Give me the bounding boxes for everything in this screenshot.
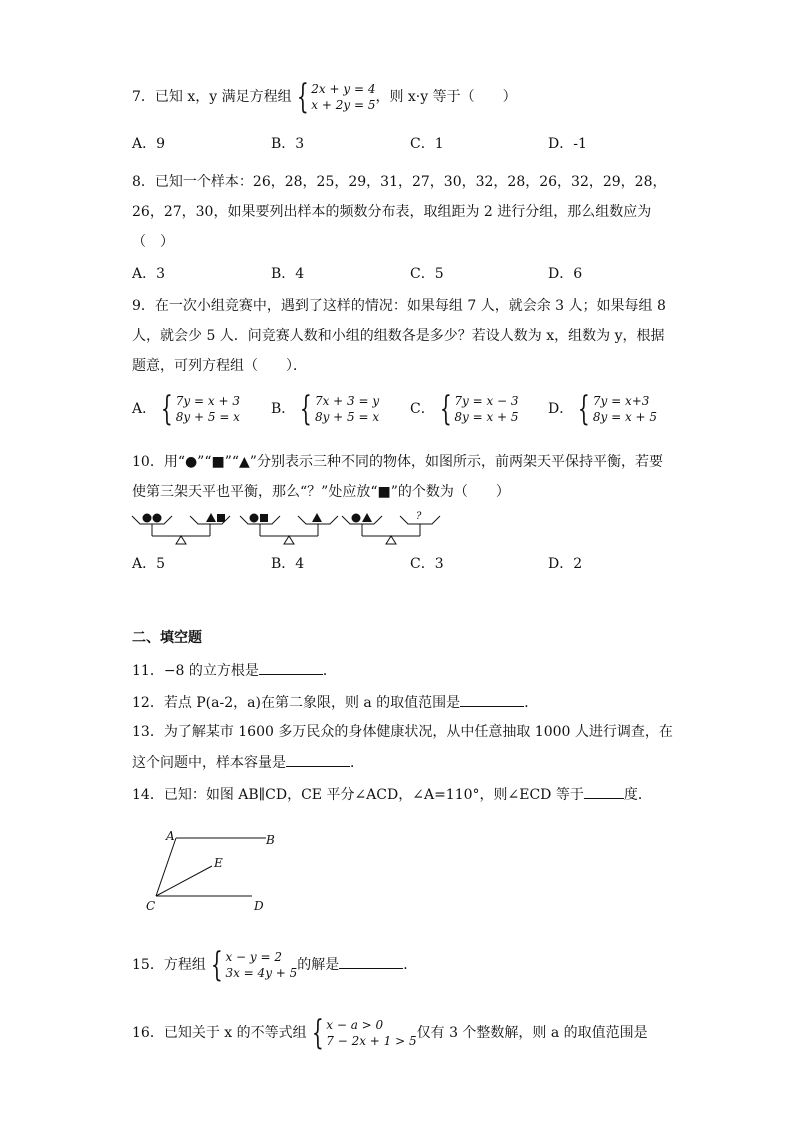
q15-suffix: 的解是	[297, 957, 340, 973]
q7-option-a[interactable]: A．9	[132, 136, 166, 152]
q7	[132, 77, 517, 117]
q10-line2: 使第三架天平也平衡，那么“？”处应放“■”的个数为（ ）	[132, 484, 510, 500]
square-icon	[260, 514, 268, 522]
q9-option-b-label: B．	[271, 401, 296, 417]
q7-eq2: x + 2y = 5	[311, 98, 376, 112]
q13-text: 这个问题中，样本容量是	[132, 755, 286, 771]
q8-option-a[interactable]: A．3	[132, 266, 166, 282]
q9-option-d-eq1: 7y = x+3	[592, 394, 650, 408]
q9-line3: 题意，可列方程组（ ）．	[132, 358, 307, 374]
q9-option-b-eq2: 8y + 5 = x	[314, 410, 380, 424]
q15-eq1: x − y = 2	[225, 950, 283, 964]
balance-3	[342, 511, 440, 544]
label-e: E	[214, 856, 223, 870]
q15	[132, 945, 418, 985]
q14	[132, 784, 652, 805]
q16-suffix: 仅有 3 个整数解，则 a 的取值范围是	[416, 1025, 648, 1041]
balance-figure	[128, 508, 448, 550]
q16-prefix: 16．已知关于 x 的不等式组	[132, 1025, 307, 1041]
q9-option-a-eq1: 7y = x + 3	[175, 394, 240, 408]
q14-answer-blank[interactable]	[584, 784, 624, 799]
section-title: 二、填空题	[132, 630, 202, 646]
q12-text: 12．若点 P(a-2，a)在第二象限，则 a 的取值范围是	[132, 695, 461, 711]
q13-line1: 13．为了解某市 1600 多万民众的身体健康状况，从中任意抽取 1000 人进行调查，在	[132, 724, 673, 740]
q12-answer-blank[interactable]	[460, 692, 524, 707]
q11-end: ．	[322, 663, 337, 679]
q7-suffix: ，则 x·y 等于（ ）	[375, 89, 517, 105]
q10-option-d[interactable]: D．2	[548, 556, 583, 572]
q8-option-c[interactable]: C．5	[410, 266, 444, 282]
question-mark: ?	[416, 511, 422, 522]
q11-text: 11．−8 的立方根是	[132, 663, 259, 679]
q9-option-a-eq2: 8y + 5 = x	[175, 410, 240, 424]
label-d: D	[254, 899, 264, 913]
square-icon	[217, 514, 225, 522]
q15-eq2: 3x = 4y + 5	[225, 966, 298, 980]
q16	[132, 1013, 648, 1053]
q11	[132, 660, 337, 681]
q14-text: 14．已知：如图 AB∥CD，CE 平分∠ACD，∠A=110°，则∠ECD 等于	[132, 787, 584, 803]
label-b: B	[266, 833, 275, 847]
q7-system: { 2x + y = 4 x + 2y = 5	[296, 77, 376, 117]
q12-end: ．	[524, 695, 539, 711]
q13-answer-blank[interactable]	[286, 752, 350, 767]
q9-option-c-label: C．	[410, 401, 435, 417]
balance-2	[240, 513, 338, 544]
q8-line3: （ ）	[132, 234, 174, 250]
q7-option-b[interactable]: B．3	[271, 136, 305, 152]
q9-line1: 9．在一次小组竞赛中，遇到了这样的情况：如果每组 7 人，就会余 3 人；如果每组 8	[132, 298, 666, 314]
q10-option-a[interactable]: A．5	[132, 556, 166, 572]
q9-option-d-eq2: 8y = x + 5	[592, 410, 658, 424]
q15-prefix: 15．方程组	[132, 957, 206, 973]
q8-line2: 26，27，30，如果要列出样本的频数分布表，取组距为 2 进行分组，那么组数应为	[132, 204, 652, 220]
q9-option-a-label: A．	[132, 401, 157, 417]
q7-prefix: 7．已知 x，y 满足方程组	[132, 89, 292, 105]
q15-end: ．	[403, 957, 418, 973]
balance-1	[132, 513, 230, 544]
q9-option-c-eq2: 8y = x + 5	[454, 410, 519, 424]
q13-line2	[132, 752, 364, 773]
triangle-icon	[362, 513, 372, 522]
q16-system: { x − a > 0 7 − 2x + 1 > 5	[311, 1013, 417, 1053]
q8-option-d[interactable]: D．6	[548, 266, 583, 282]
q13-end: ．	[350, 755, 364, 771]
circle-icon	[250, 514, 259, 523]
label-a: A	[166, 829, 175, 843]
q9-option-d[interactable]: D． { 7y = x+3 8y = x + 5	[548, 389, 658, 429]
label-c: C	[146, 899, 156, 913]
q10-option-b[interactable]: B．4	[271, 556, 305, 572]
q9-option-a[interactable]: A． { 7y = x + 3 8y + 5 = x	[132, 389, 240, 429]
q10-option-c[interactable]: C．3	[410, 556, 444, 572]
q9-line2: 人，就会少 5 人．问竞赛人数和小组的组数各是多少？若设人数为 x，组数为 y，根据	[132, 328, 665, 344]
q10-line1: 10．用“●”“■”“▲”分别表示三种不同的物体，如图所示，前两架天平保持平衡，若要	[132, 454, 663, 470]
q8-option-b[interactable]: B．4	[271, 266, 305, 282]
q9-option-b-eq1: 7x + 3 = y	[314, 394, 380, 408]
q7-option-c[interactable]: C．1	[410, 136, 444, 152]
q7-option-d[interactable]: D．-1	[548, 136, 587, 152]
q15-system: { x − y = 2 3x = 4y + 5	[210, 945, 298, 985]
triangle-icon	[206, 513, 216, 522]
q8-line1: 8．已知一个样本：26，28，25，29，31，27，30，32，28，26，32，29，28，	[132, 174, 667, 190]
circle-icon	[143, 514, 152, 523]
q9-option-b[interactable]: B． { 7x + 3 = y 8y + 5 = x	[271, 389, 380, 429]
q9-option-d-label: D．	[548, 401, 574, 417]
q15-answer-blank[interactable]	[339, 954, 403, 969]
q7-eq1: 2x + y = 4	[311, 82, 376, 96]
q9-option-c-eq1: 7y = x − 3	[454, 394, 519, 408]
q16-eq2: 7 − 2x + 1 > 5	[326, 1034, 417, 1048]
q12	[132, 692, 538, 713]
triangle-icon	[312, 513, 322, 522]
q14-end: 度．	[623, 787, 652, 803]
q16-eq1: x − a > 0	[326, 1018, 384, 1032]
q11-answer-blank[interactable]	[259, 660, 323, 675]
q9-option-c[interactable]: C． { 7y = x − 3 8y = x + 5	[410, 389, 519, 429]
circle-icon	[352, 514, 361, 523]
parallel-lines-figure	[140, 826, 290, 916]
circle-icon	[153, 514, 162, 523]
